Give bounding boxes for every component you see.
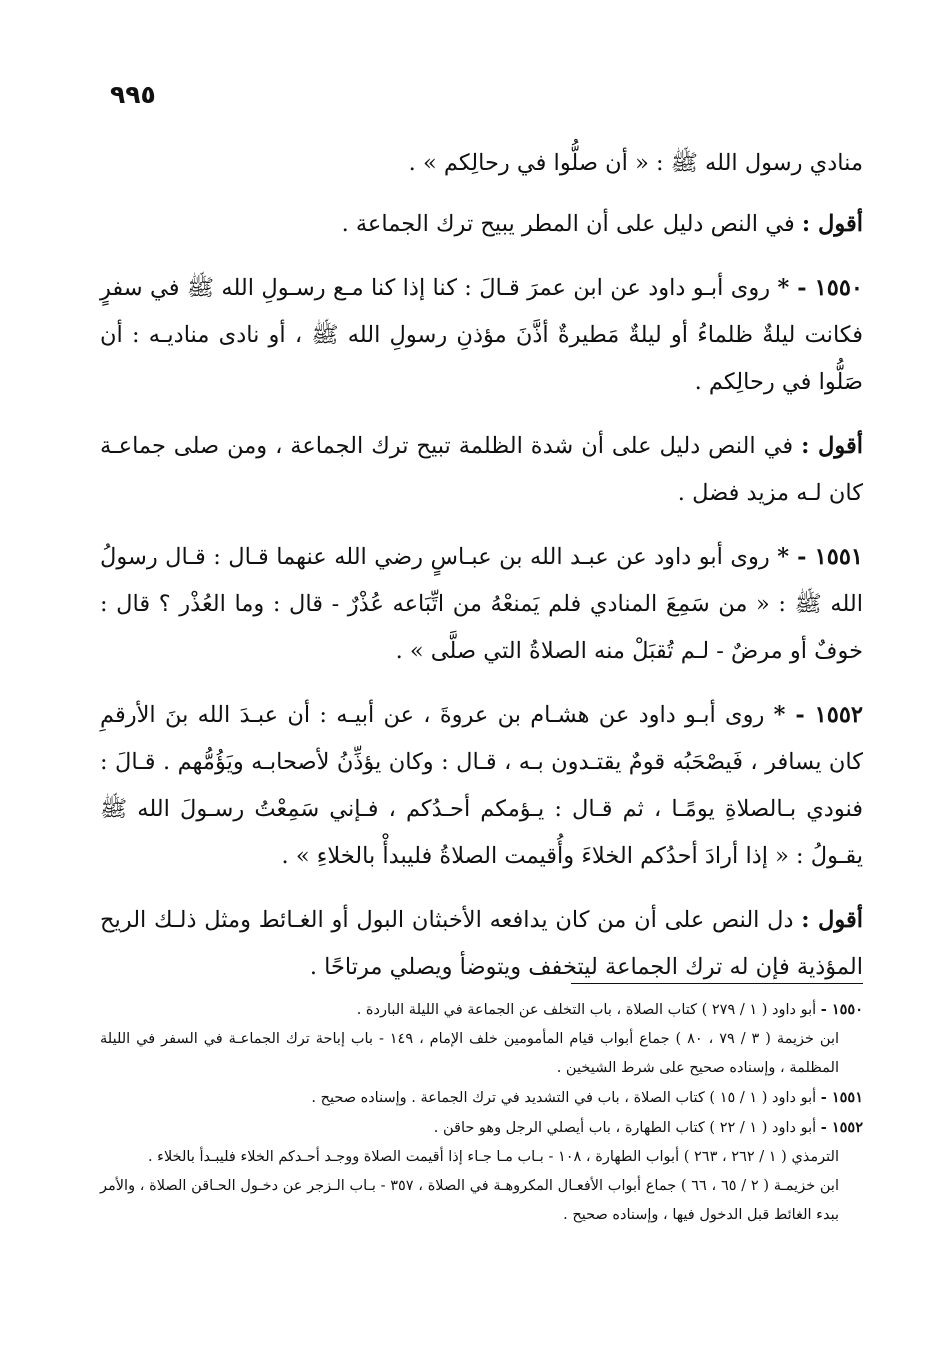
footnote xyxy=(100,1143,863,1172)
footnote-text: أبو داود ( ١ / ٢٧٩ ) كتاب الصلاة ، باب التخلف عن الجماعة في الليلة الباردة . xyxy=(356,1002,821,1018)
main-text xyxy=(100,140,863,1008)
paragraph-text: منادي رسول الله ﷺ : « أن صلُّوا في رحالِكم » . xyxy=(408,150,863,176)
paragraph-text: روى أبو داود عن عبـد الله بن عبـاسٍ رضي الله عنهما قـال : قـال رسولُ الله ﷺ : « من سَمِعَ المنادي فلم يَمنعْهُ من اتِّبَاعه عُذْرٌ - قال : وما العُذْر ؟ قال : خوفٌ أو مرضٌ - لـم تُقبَلْ منه الصلاةُ التي صلَّى » . xyxy=(100,544,863,664)
hadith-number: ١٥٥٠ - * xyxy=(777,275,863,301)
footnote-text: أبو داود ( ١ / ١٥ ) كتاب الصلاة ، باب في التشديد في ترك الجماعة . وإسناده صحيح . xyxy=(311,1090,821,1106)
footnote xyxy=(100,1113,863,1143)
commentary-lead: أقول : xyxy=(801,433,864,459)
paragraph-text: في النص دليل على أن المطر يبيح ترك الجماعة . xyxy=(341,211,802,237)
commentary-lead: أقول : xyxy=(801,211,863,237)
footnote-text: ابن خزيمـة ( ٢ / ٦٥ ، ٦٦ ) جماع أبواب الأفعـال المكروهـة في الصلاة ، ٣٥٧ - بـاب الـزجر عن دخـول الحـاقن الصلاة ، والأمر ببدء الغائط قبل الدخول فيها ، وإسناده صحيح . xyxy=(100,1178,839,1223)
hadith-number: ١٥٥١ - * xyxy=(777,544,863,570)
footnote-number: ١٥٥٢ - xyxy=(820,1119,863,1136)
footnote-text: ابن خزيمة ( ٣ / ٧٩ ، ٨٠ ) جماع أبواب قيام المأمومين خلف الإمام ، ١٤٩ - باب إباحة ترك الجماعـة في السفر في الليلة المظلمة ، وإسناده صحيح على شرط الشيخين . xyxy=(100,1031,840,1076)
hadith-1552 xyxy=(100,692,863,880)
footnote xyxy=(100,1083,863,1113)
footnote xyxy=(100,1172,863,1230)
footnote-divider xyxy=(571,983,863,984)
paragraph-commentary xyxy=(100,201,863,248)
page-number: ٩٩٥ xyxy=(110,80,156,109)
footnote-text: أبو داود ( ١ / ٢٢ ) كتاب الطهارة ، باب أيصلي الرجل وهو حاقن . xyxy=(433,1120,821,1136)
paragraph-commentary xyxy=(100,897,863,991)
paragraph-commentary xyxy=(100,423,863,517)
footnote-text: الترمذي ( ١ / ٢٦٢ ، ٢٦٣ ) أبواب الطهارة ، ١٠٨ - بـاب مـا جـاء إذا أقيمت الصلاة ووجـد أحـدكم الخلاء فليبـدأ بالخلاء . xyxy=(147,1149,839,1165)
hadith-1551 xyxy=(100,534,863,675)
paragraph-text: روى أبـو داود عن ابن عمرَ قـالَ : كنا إذا كنا مـع رسـولِ الله ﷺ في سفرٍ فكانت ليلةٌ ظلماءُ أو ليلةٌ مَطيرةٌ أذَّنَ مؤذنِ رسولِ الله ﷺ ، أو نادى مناديـه : أن صَلُّوا في رحالِكم . xyxy=(100,275,863,395)
hadith-number: ١٥٥٢ - * xyxy=(773,702,863,728)
footnote xyxy=(100,1025,863,1083)
footnotes xyxy=(100,995,863,1230)
paragraph-intro xyxy=(100,140,863,187)
hadith-1550 xyxy=(100,265,863,406)
commentary-lead: أقول : xyxy=(801,907,864,933)
paragraph-text: في النص دليل على أن شدة الظلمة تبيح ترك الجماعة ، ومن صلى جماعـة كان لـه مزيد فضل . xyxy=(100,433,863,506)
footnote-number: ١٥٥٠ - xyxy=(820,1001,863,1018)
paragraph-text: روى أبـو داود عن هشـام بن عروةَ ، عن أبيـه : أن عبـدَ الله بنَ الأرقمِ كان يسافر ، فَيصْحَبُه قومٌ يقتـدون بـه ، قـال : وكان يؤذِّنُ لأصحابـه ويَؤُمُّهم . قـالَ : فنودي بـالصلاةِ يومًـا ، ثم قـال : يـؤمكم أحـدُكم ، فـإني سَمِعْتُ رسـولَ الله ﷺ يقـولُ : « إذا أرادَ أحدُكم الخلاءَ وأُقيمت الصلاةُ فليبدأْ بالخلاءِ » . xyxy=(100,702,863,869)
footnote xyxy=(100,995,863,1025)
paragraph-text: دل النص على أن من كان يدافعه الأخبثان البول أو الغـائط ومثل ذلـك الريح المؤذية فإن له ترك الجماعة ليتخفف ويتوضأ ويصلي مرتاحًا . xyxy=(100,907,863,980)
footnote-number: ١٥٥١ - xyxy=(820,1089,863,1106)
